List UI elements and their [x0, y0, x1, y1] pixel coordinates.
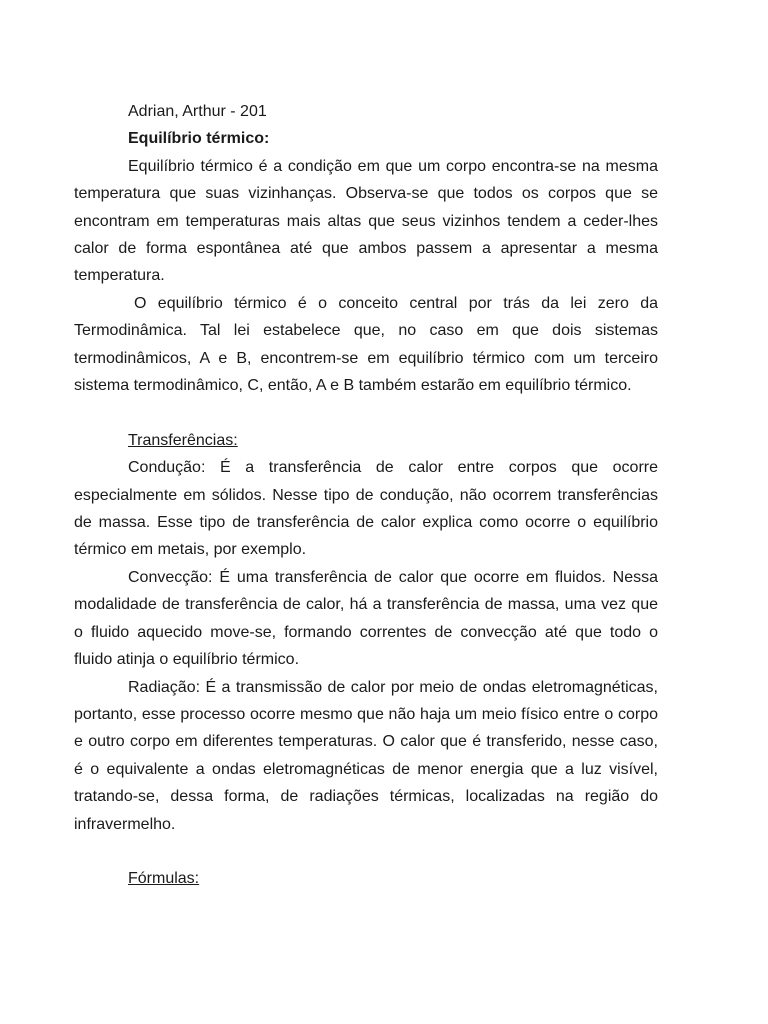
document-title: Equilíbrio térmico:: [128, 130, 270, 148]
blank-line: [74, 399, 658, 426]
radiation-paragraph: Radiação: É a transmissão de calor por meio de ondas eletromagnéticas, portanto, esse processo ocorre mesmo que não haja um meio físico entre o corpo e outro corpo em diferentes temperaturas. O calor que é transferido, nesse caso, é o equivalente a ondas eletromagnéticas de menor energia que a luz visível, tratando-se, dessa forma, de radiações térmicas, localizadas na região do infravermelho.: [74, 678, 658, 833]
convection-paragraph: Convecção: É uma transferência de calor que ocorre em fluidos. Nessa modalidade de transferência de calor, há a transferência de massa, uma vez que o fluido aquecido move-se, formando correntes de convecção até que todo o fluido atinja o equilíbrio térmico.: [74, 568, 658, 669]
transfers-heading: Transferências:: [128, 431, 238, 449]
intro-paragraph-1: Equilíbrio térmico é a condição em que um corpo encontra-se na mesma temperatura que suas vizinhanças. Observa-se que todos os corpos que se encontram em temperaturas mais altas que seus vizinhos tendem a ceder-lhes calor de forma espontânea até que ambos passem a apresentar a mesma temperatura.: [74, 157, 658, 285]
intro-paragraph-2: O equilíbrio térmico é o conceito central por trás da lei zero da Termodinâmica. Tal lei estabelece que, no caso em que dois sistemas termodinâmicos, A e B, encontrem-se em equilíbrio térmico com um terceiro sistema termodinâmico, C, então, A e B também estarão em equilíbrio térmico.: [74, 294, 658, 395]
formulas-heading: Fórmulas:: [128, 870, 200, 888]
document-page: [74, 98, 658, 893]
blank-line: [74, 838, 658, 865]
conduction-paragraph: Condução: É a transferência de calor entre corpos que ocorre especialmente em sólidos. Nesse tipo de condução, não ocorrem transferências de massa. Esse tipo de transferência de calor explica como ocorre o equilíbrio térmico em metais, por exemplo.: [74, 459, 658, 559]
author-line: Adrian, Arthur - 201: [128, 103, 267, 120]
